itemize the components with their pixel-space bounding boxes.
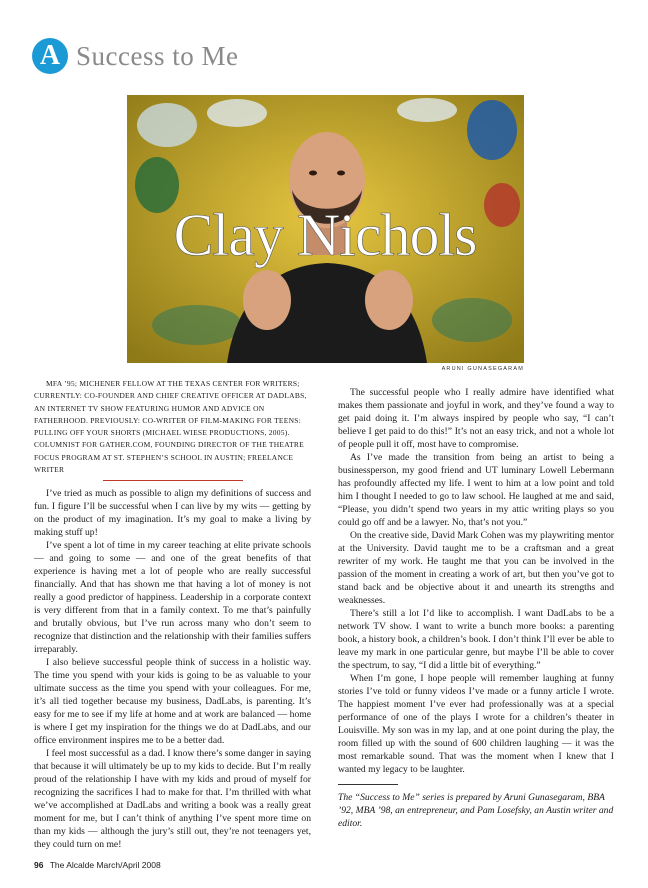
page-footer [34,860,161,870]
publication-info: The Alcalde March/April 2008 [49,860,161,870]
section-header [32,36,238,76]
body-paragraph: I’ve tried as much as possible to align my definitions of success and fun. I figure I’ll be successful when I can live by my wits — getting by on the product of my imagination. It’s my goal to make a living by making stuff up! [34,488,311,539]
bio-divider [103,480,243,481]
body-paragraph: On the creative side, David Mark Cohen was my playwriting mentor at the University. David taught me to be a craftsman and a great rewriter of my work. He taught me that you can be involved in the passion of the moment in creating a work of art, but then you’ve got to stand back and be objective about it and unearth its strengths and weaknesses. [338,530,614,606]
right-column [338,386,614,830]
section-badge: A [32,38,68,74]
section-title: Success to Me [76,40,239,71]
series-note: The “Success to Me” series is prepared by Aruni Gunasegaram, BBA ’92, MBA ’98, an entrepreneur, and Pam Losefsky, an Austin writer and editor. [338,792,614,829]
body-paragraph: I’ve spent a lot of time in my career teaching at elite private schools — and going to some — and one of the great benefits of that experience is having met a lot of people who are really successful financially. And that has shown me that having a lot of money is not really a good predictor of happiness. Leadership in a corporate context is very different from that in a family context. To me that’s painfully and brutally obvious, but I’ve run across many who don’t seem to recognize that distinction and the relationship with their families suffers irreparably. [34,540,311,656]
page-number: 96 [34,860,44,870]
body-paragraph: As I’ve made the transition from being an artist to being a businessperson, my good friend and UT luminary Lowell Lebermann has profoundly affected my life. I went to him at a low point and told him I thought I needed to go to law school. He laughed at me and said, “Please, you didn’t spend two years in my attic writing plays so you could go off and be a lawyer. No, that’s not you.” [338,452,614,528]
body-paragraph: The successful people who I really admire have identified what makes them passionate and joyful in work, and they’ve found a way to get paid doing it. I’m always inspired by people who say, “I can’t believe I get paid to do this!” It’s not an easy trick, and not a whole lot of people pull it off, most have to compromise. [338,387,614,450]
portrait-photo [127,95,524,363]
body-paragraph: When I’m gone, I hope people will remember laughing at funny stories I’ve told or funny videos I’ve made or a funny article I wrote. The happiest moment I’ve ever had professionally was at a special performance of one of the plays I wrote for a children’s theater in Louisville. My son was in my lap, and at one point during the play, the room filled up with the sound of 600 children laughing — it was the most remarkable sound. That was the moment when I knew that I wanted my legacy to be laughter. [338,673,614,775]
photo-headline: Clay Nichols [173,202,477,268]
author-bio: MFA ’95; MICHENER FELLOW AT THE TEXAS CENTER FOR WRITERS; CURRENTLY: CO-FOUNDER AND CHIEF CREATIVE OFFICER AT DADLABS, AN INTERNET TV SHOW FEATURING HUMOR AND ADVICE ON FATHERHOOD. PREVIOUSLY: CO-WRITER OF FILM-MAKING FOR TEENS: PULLING OFF YOUR SHORTS (MICHAEL WIESE PRODUCTIONS, 2005). COLUMNIST FOR GATHER.COM, FOUNDING DIRECTOR OF THE THEATRE FOCUS PROGRAM AT ST. STEPHEN’S SCHOOL IN AUSTIN; FREELANCE WRITER [34,379,307,475]
body-paragraph: I feel most successful as a dad. I know there’s some danger in saying that because it will ultimately be up to my kids to decide. But I’m really proud of the relationship I have with my kids and proud of myself for recognizing the sacrifices I had to make for that. I’m thrilled with what we’ve accomplished at DadLabs and writing a book was a really great moment for me, but I can’t think of anything I’ve spent more time on than my kids — although the jury’s still out, they’re not teenagers yet, they could turn on me! [34,748,311,851]
series-divider [338,784,398,785]
left-column [34,378,311,851]
body-paragraph: I also believe successful people think of success in a holistic way. The time you spend with your kids is going to be as valuable to your ultimate success as the time you spend with your colleagues. For me, it’s all tied together because my business, DadLabs, is parenting. It’s easy for me to see if my life at home and at work are balanced — home is where I get my inspiration for the things we do at DadLabs, and our office environment inspires me to be a better dad. [34,657,311,747]
photo-credit: ARUNI GUNASEGARAM [441,366,524,372]
body-paragraph: There’s still a lot I’d like to accomplish. I want DadLabs to be a network TV show. I want to write a bunch more books: a parenting book, a history book, a children’s book. I don’t think I’ll ever be able to leave my mark in one particular genre, but maybe I’ll be able to cover the spectrum, to say, “I did a little bit of everything.” [338,608,614,671]
